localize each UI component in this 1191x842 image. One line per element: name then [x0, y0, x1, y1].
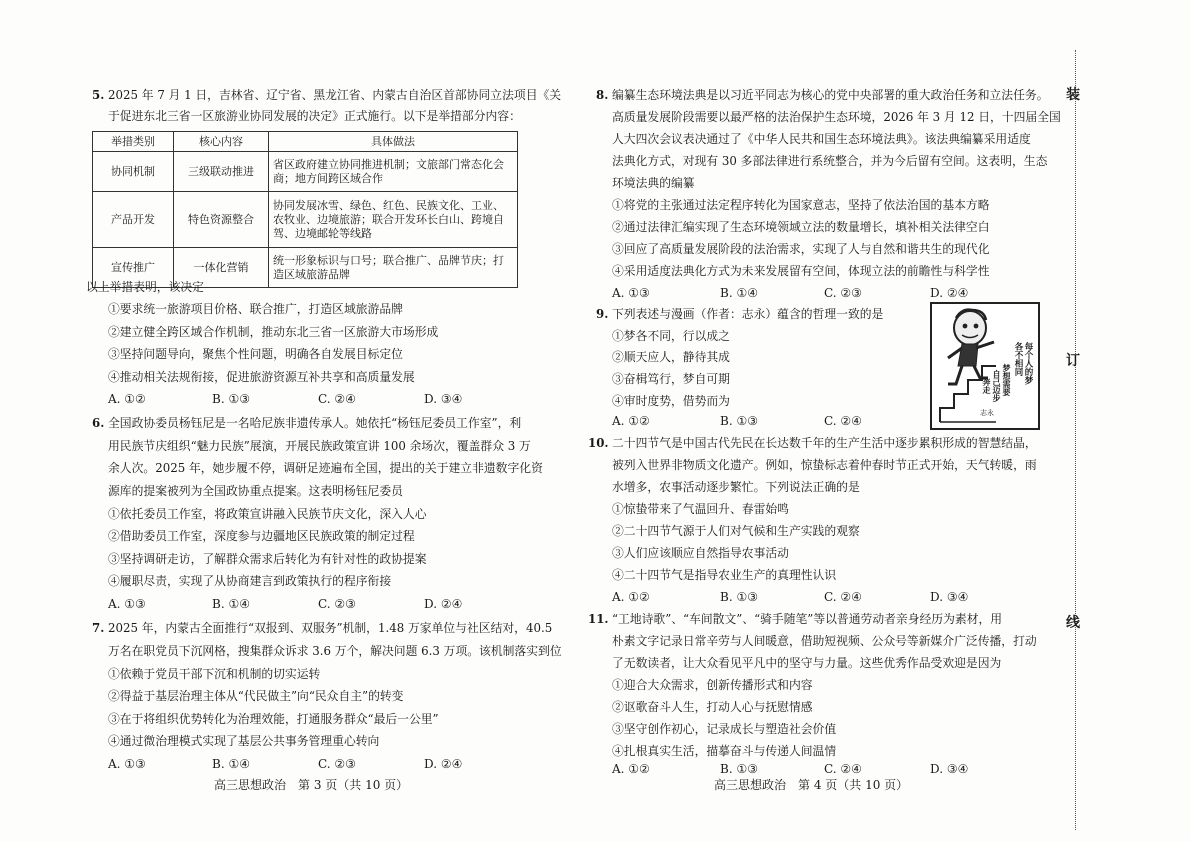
q10-option-b[interactable]: B. ①③	[720, 590, 758, 604]
binding-mark: 订	[1066, 353, 1080, 369]
q10-option-c[interactable]: C. ②④	[824, 590, 862, 604]
table-cell: 三级联动推进	[174, 152, 269, 192]
q8-choice-item: ④采用适度法典化方式为未来发展留有空间，体现立法的前瞻性与科学性	[612, 264, 990, 278]
q7-choice-item: ③在于将组织优势转化为治理效能，打通服务群众“最后一公里”	[108, 712, 439, 726]
q8-number: 8.	[596, 88, 609, 102]
q7-number: 7.	[92, 621, 105, 635]
q5-option-c[interactable]: C. ②④	[318, 392, 356, 406]
q10-choice-item: ③人们应该顺应自然指导农事活动	[612, 546, 789, 560]
table-cell: 协同发展冰雪、绿色、红色、民族文化、工业、农牧业、边境旅游；联合开发环长白山、跨境自驾、边境邮轮等线路	[269, 192, 518, 248]
q6-stem-line: 余人次。2025 年，她步履不停，调研足迹遍布全国，提出的关于建立非遗数字化资	[108, 461, 543, 475]
q11-number: 11.	[588, 612, 609, 626]
table-row	[93, 192, 518, 248]
q7-option-b[interactable]: B. ①④	[212, 757, 250, 771]
table-header: 具体做法	[269, 132, 518, 152]
binding-mark: 线	[1066, 615, 1080, 631]
q6-stem-line: 源库的提案被列为全国政协重点提案。这表明杨钰尼委员	[108, 484, 403, 498]
q8-choice-item: ②通过法律汇编实现了生态环境领域立法的数量增长，填补相关法律空白	[612, 220, 990, 234]
cartoon-caption: 各不相同	[1013, 342, 1023, 376]
q8-option-a[interactable]: A. ①③	[612, 286, 650, 300]
q6-stem-line: 用民族节庆组织“魅力民族”展演，开展民族政策宣讲 100 余场次，覆盖群众 3 万	[108, 439, 531, 453]
q11-choice-item: ②讴歌奋斗人生，打动人心与抚慰情感	[612, 700, 813, 714]
q5-measures-table	[92, 131, 518, 288]
q9-cartoon	[930, 302, 1040, 430]
q5-number: 5.	[92, 88, 105, 102]
table-cell: 特色资源整合	[174, 192, 269, 248]
q11-option-b[interactable]: B. ①③	[720, 762, 758, 776]
q9-choice-item: ②顺天应人，静待其成	[612, 350, 730, 364]
q9-option-c[interactable]: C. ②④	[824, 414, 862, 428]
table-cell: 宣传推广	[93, 248, 174, 288]
q6-choice-item: ②借助委员工作室，深度参与边疆地区民族政策的制定过程	[108, 529, 415, 543]
q7-stem-line: 2025 年，内蒙古全面推行“双报到、双服务”机制，1.48 万家单位与社区结对，40.5	[108, 621, 553, 635]
q8-choice-item: ①将党的主张通过法定程序转化为国家意志，坚持了依法治国的基本方略	[612, 198, 990, 212]
q5-choice-item: ①要求统一旅游项目价格、联合推广，打造区域旅游品牌	[108, 302, 403, 316]
q5-choice-item: ③坚持问题导向，聚焦个性问题，明确各自发展目标定位	[108, 347, 403, 361]
q6-choice-item: ④履职尽责，实现了从协商建言到政策执行的程序衔接	[108, 574, 392, 588]
q5-stem-line: 2025 年 7 月 1 日，吉林省、辽宁省、黑龙江省、内蒙古自治区首部协同立法项目《关	[108, 88, 562, 102]
q9-choice-item: ④审时度势，借势而为	[612, 394, 730, 408]
q7-choice-item: ①依赖于党员干部下沉和机制的切实运转	[108, 667, 321, 681]
q6-option-a[interactable]: A. ①③	[108, 597, 146, 611]
page-footer-3: 高三思想政治 第 3 页（共 10 页）	[214, 778, 409, 792]
q7-option-d[interactable]: D. ②④	[424, 757, 463, 771]
q9-option-b[interactable]: B. ①③	[720, 414, 758, 428]
q10-choice-item: ②二十四节气源于人们对气候和生产实践的观察	[612, 524, 860, 538]
q9-option-a[interactable]: A. ①②	[612, 414, 650, 428]
q10-option-d[interactable]: D. ③④	[930, 590, 969, 604]
q8-choice-item: ③回应了高质量发展阶段的法治需求，实现了人与自然和谐共生的现代化	[612, 242, 990, 256]
q11-option-c[interactable]: C. ②④	[824, 762, 862, 776]
table-cell: 产品开发	[93, 192, 174, 248]
q5-option-b[interactable]: B. ①③	[212, 392, 250, 406]
q6-option-b[interactable]: B. ①④	[212, 597, 250, 611]
q8-option-c[interactable]: C. ②③	[824, 286, 862, 300]
q10-option-a[interactable]: A. ①②	[612, 590, 650, 604]
q11-stem-line: 了无数读者，让大众看见平凡中的坚守与力量。这些优秀作品受欢迎是因为	[612, 656, 1002, 670]
q11-option-a[interactable]: A. ①②	[612, 762, 650, 776]
q7-choice-item: ④通过微治理模式实现了基层公共事务管理重心转向	[108, 734, 380, 748]
table-header-row	[93, 132, 518, 152]
q9-choice-item: ③奋楫笃行，梦自可期	[612, 372, 730, 386]
table-row	[93, 152, 518, 192]
q9-number: 9.	[596, 307, 609, 321]
q5-stem-end: 以上举措表明，该决定	[86, 280, 204, 294]
q7-option-a[interactable]: A. ①③	[108, 757, 146, 771]
table-cell: 协同机制	[93, 152, 174, 192]
binding-dotted-line	[1075, 50, 1076, 830]
q5-option-a[interactable]: A. ①②	[108, 392, 146, 406]
cartoon-author: 志永	[980, 409, 994, 417]
cartoon-caption: 每个人的梦	[1023, 342, 1033, 385]
cartoon-caption: 梦想需要	[1002, 364, 1012, 396]
table-cell: 省区政府建立协同推进机制；文旅部门常态化会商；地方间跨区域合作	[269, 152, 518, 192]
q6-choice-item: ①依托委员工作室，将政策宣讲融入民族节庆文化，深入人心	[108, 507, 427, 521]
cartoon-caption: 自己迈步	[992, 370, 1002, 402]
q8-option-d[interactable]: D. ②④	[930, 286, 969, 300]
q6-option-d[interactable]: D. ②④	[424, 597, 463, 611]
q5-choice-item: ②建立健全跨区域合作机制，推动东北三省一区旅游大市场形成	[108, 325, 439, 339]
q10-stem-line: 水增多，农事活动逐步繁忙。下列说法正确的是	[612, 480, 860, 494]
q8-stem-line: 高质量发展阶段需要以最严格的法治保护生态环境，2026 年 3 月 12 日，十四届全国	[612, 110, 1061, 124]
q10-choice-item: ④二十四节气是指导农业生产的真理性认识	[612, 568, 837, 582]
q11-choice-item: ③坚守创作初心，记录成长与塑造社会价值	[612, 722, 837, 736]
q10-choice-item: ①惊蛰带来了气温回升、春雷始鸣	[612, 502, 789, 516]
q9-choice-item: ①梦各不同，行以成之	[612, 329, 730, 343]
q11-stem-line: 朴素文字记录日常辛劳与人间暖意，借助短视频、公众号等新媒介广泛传播，打动	[612, 634, 1037, 648]
q11-option-d[interactable]: D. ③④	[930, 762, 969, 776]
q8-stem-line: 环境法典的编纂	[612, 176, 695, 190]
q7-stem-line: 万名在职党员下沉网格，搜集群众诉求 3.6 万个，解决问题 6.3 万项。该机制落实到位	[108, 644, 562, 658]
q11-stem-line: “工地诗歌”、“车间散文”、“骑手随笔”等以普通劳动者亲身经历为素材，用	[612, 612, 1003, 626]
q6-number: 6.	[92, 416, 105, 430]
q8-stem-line: 法典化方式，对现有 30 多部法律进行系统整合，并为今后留有空间。这表明，生态	[612, 154, 1048, 168]
q10-number: 10.	[588, 436, 609, 450]
cartoon-caption: 奔走	[982, 378, 992, 394]
q6-option-c[interactable]: C. ②③	[318, 597, 356, 611]
q7-option-c[interactable]: C. ②③	[318, 757, 356, 771]
q8-option-b[interactable]: B. ①④	[720, 286, 758, 300]
binding-mark: 装	[1066, 87, 1080, 103]
table-cell: 统一形象标识与口号；联合推广、品牌节庆；打造区域旅游品牌	[269, 248, 518, 288]
q11-choice-item: ①迎合大众需求，创新传播形式和内容	[612, 678, 813, 692]
q9-stem-line: 下列表述与漫画（作者：志永）蕴含的哲理一致的是	[612, 307, 884, 321]
table-header: 举措类别	[93, 132, 174, 152]
q10-stem-line: 被列入世界非物质文化遗产。例如，惊蛰标志着仲春时节正式开始，天气转暖，雨	[612, 458, 1037, 472]
q6-choice-item: ③坚持调研走访，了解群众需求后转化为有针对性的政协提案	[108, 552, 427, 566]
q11-choice-item: ④扎根真实生活，描摹奋斗与传递人间温情	[612, 744, 837, 758]
page-footer-4: 高三思想政治 第 4 页（共 10 页）	[714, 778, 909, 792]
q8-stem-line: 人大四次会议表决通过了《中华人民共和国生态环境法典》。该法典编纂采用适度	[612, 132, 1031, 146]
table-cell: 一体化营销	[174, 248, 269, 288]
q10-stem-line: 二十四节气是中国古代先民在长达数千年的生产生活中逐步累积形成的智慧结晶，	[612, 436, 1037, 450]
q8-stem-line: 编纂生态环境法典是以习近平同志为核心的党中央部署的重大政治任务和立法任务。	[612, 88, 1049, 102]
q7-choice-item: ②得益于基层治理主体从“代民做主”向“民众自主”的转变	[108, 689, 404, 703]
q6-stem-line: 全国政协委员杨钰尼是一名哈尼族非遗传承人。她依托“杨钰尼委员工作室”，利	[108, 416, 522, 430]
q5-choice-item: ④推动相关法规衔接，促进旅游资源互补共享和高质量发展	[108, 370, 415, 384]
table-header: 核心内容	[174, 132, 269, 152]
q5-option-d[interactable]: D. ③④	[424, 392, 463, 406]
q5-stem-line: 于促进东北三省一区旅游业协同发展的决定》正式施行。以下是举措部分内容：	[108, 109, 521, 123]
